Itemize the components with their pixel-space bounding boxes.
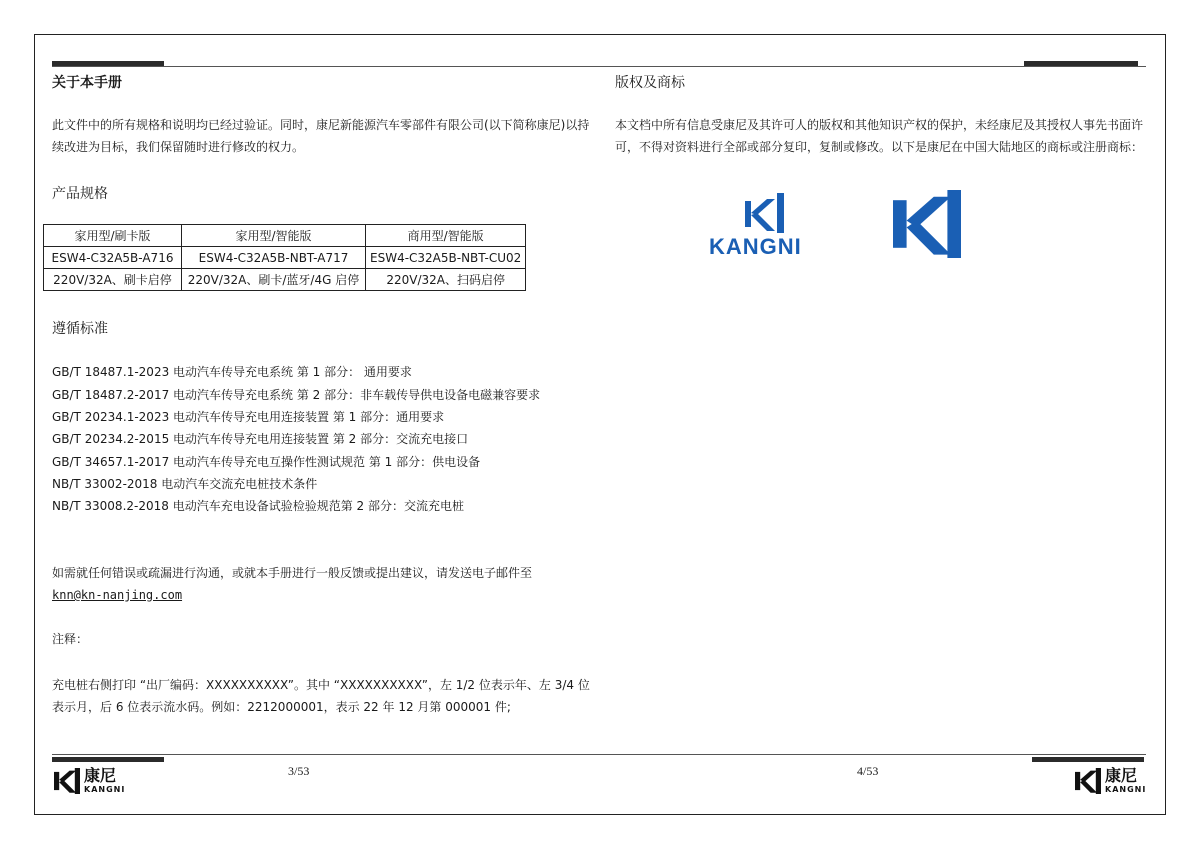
standards-heading: 遵循标准 xyxy=(52,321,108,337)
footer-logo-left xyxy=(54,768,125,794)
table-cell: ESW4-C32A5B-NBT-A717 xyxy=(182,247,366,269)
copyright-heading: 版权及商标 xyxy=(615,75,685,91)
page-title: 关于本手册 xyxy=(52,75,122,91)
note-line: 表示月，后 6 位表示流水码。例如：2212000001，表示 22 年 12 月第 000001 件; xyxy=(52,700,511,714)
standard-item: NB/T 33008.2-2018 电动汽车充电设备试验检验规范第 2 部分：交流充电桩 xyxy=(52,499,464,513)
table-cell: 220V/32A、刷卡启停 xyxy=(44,269,182,291)
standard-item: GB/T 20234.1-2023 电动汽车传导充电用连接装置 第 1 部分：通用要求 xyxy=(52,410,445,424)
kangni-logo-mark-large xyxy=(892,190,962,258)
note-heading: 注释： xyxy=(52,632,89,646)
top-right-bar xyxy=(1024,61,1138,66)
bottom-left-bar xyxy=(52,757,164,762)
page-number-right: 4/53 xyxy=(857,764,879,778)
standard-item: GB/T 18487.2-2017 电动汽车传导充电系统 第 2 部分：非车载传导供电设备电磁兼容要求 xyxy=(52,388,541,402)
kangni-logo-mark-small xyxy=(745,193,785,233)
copyright-paragraph: 本文档中所有信息受康尼及其许可人的版权和其他知识产权的保护，未经康尼及其授权人事先书面许可，不得对资料进行全部或部分复印，复制或修改。以下是康尼在中国大陆地区的商标或注册商标： xyxy=(615,118,1144,154)
kangni-logo-icon xyxy=(54,768,80,794)
table-header-cell: 家用型/刷卡版 xyxy=(44,225,182,247)
table-cell: ESW4-C32A5B-A716 xyxy=(44,247,182,269)
standard-item: GB/T 20234.2-2015 电动汽车传导充电用连接装置 第 2 部分：交流充电接口 xyxy=(52,432,469,446)
feedback-text: 如需就任何错误或疏漏进行沟通，或就本手册进行一般反馈或提出建议，请发送电子邮件至 xyxy=(52,566,533,580)
table-header-cell: 家用型/智能版 xyxy=(182,225,366,247)
footer-logo-right xyxy=(1075,768,1146,794)
top-rule xyxy=(52,66,1146,67)
table-row xyxy=(44,247,526,269)
note-line: 充电桩右侧打印 “出厂编码：XXXXXXXXXX”。其中 “XXXXXXXXXX”，左 1/2 位表示年、左 3/4 位 xyxy=(52,678,590,692)
bottom-right-bar xyxy=(1032,757,1144,762)
table-cell: ESW4-C32A5B-NBT-CU02 xyxy=(366,247,526,269)
logo-cn: 康尼 xyxy=(1105,766,1138,785)
table-cell: 220V/32A、刷卡/蓝牙/4G 启停 xyxy=(182,269,366,291)
table-row xyxy=(44,269,526,291)
table-row xyxy=(44,225,526,247)
standard-item: GB/T 34657.1-2017 电动汽车传导充电互操作性测试规范 第 1 部分：供电设备 xyxy=(52,455,481,469)
page-number-left: 3/53 xyxy=(288,764,310,778)
spec-table xyxy=(43,224,526,291)
intro-paragraph: 此文件中的所有规格和说明均已经过验证。同时，康尼新能源汽车零部件有限公司(以下简称康尼)以持续改进为目标，我们保留随时进行修改的权力。 xyxy=(52,118,590,154)
table-cell: 220V/32A、扫码启停 xyxy=(366,269,526,291)
bottom-rule xyxy=(52,754,1146,755)
kangni-logo-icon xyxy=(1075,768,1101,794)
logo-en: KANGNI xyxy=(84,785,126,794)
standard-item: NB/T 33002-2018 电动汽车交流充电桩技术条件 xyxy=(52,477,318,491)
logo-en: KANGNI xyxy=(1105,785,1147,794)
email-link[interactable]: knn@kn-nanjing.com xyxy=(52,588,183,602)
trademark-wordmark: KANGNI xyxy=(709,234,802,259)
spec-heading: 产品规格 xyxy=(52,186,108,202)
logo-cn: 康尼 xyxy=(84,766,117,785)
standard-item: GB/T 18487.1-2023 电动汽车传导充电系统 第 1 部分： 通用要求 xyxy=(52,365,412,379)
table-header-cell: 商用型/智能版 xyxy=(366,225,526,247)
